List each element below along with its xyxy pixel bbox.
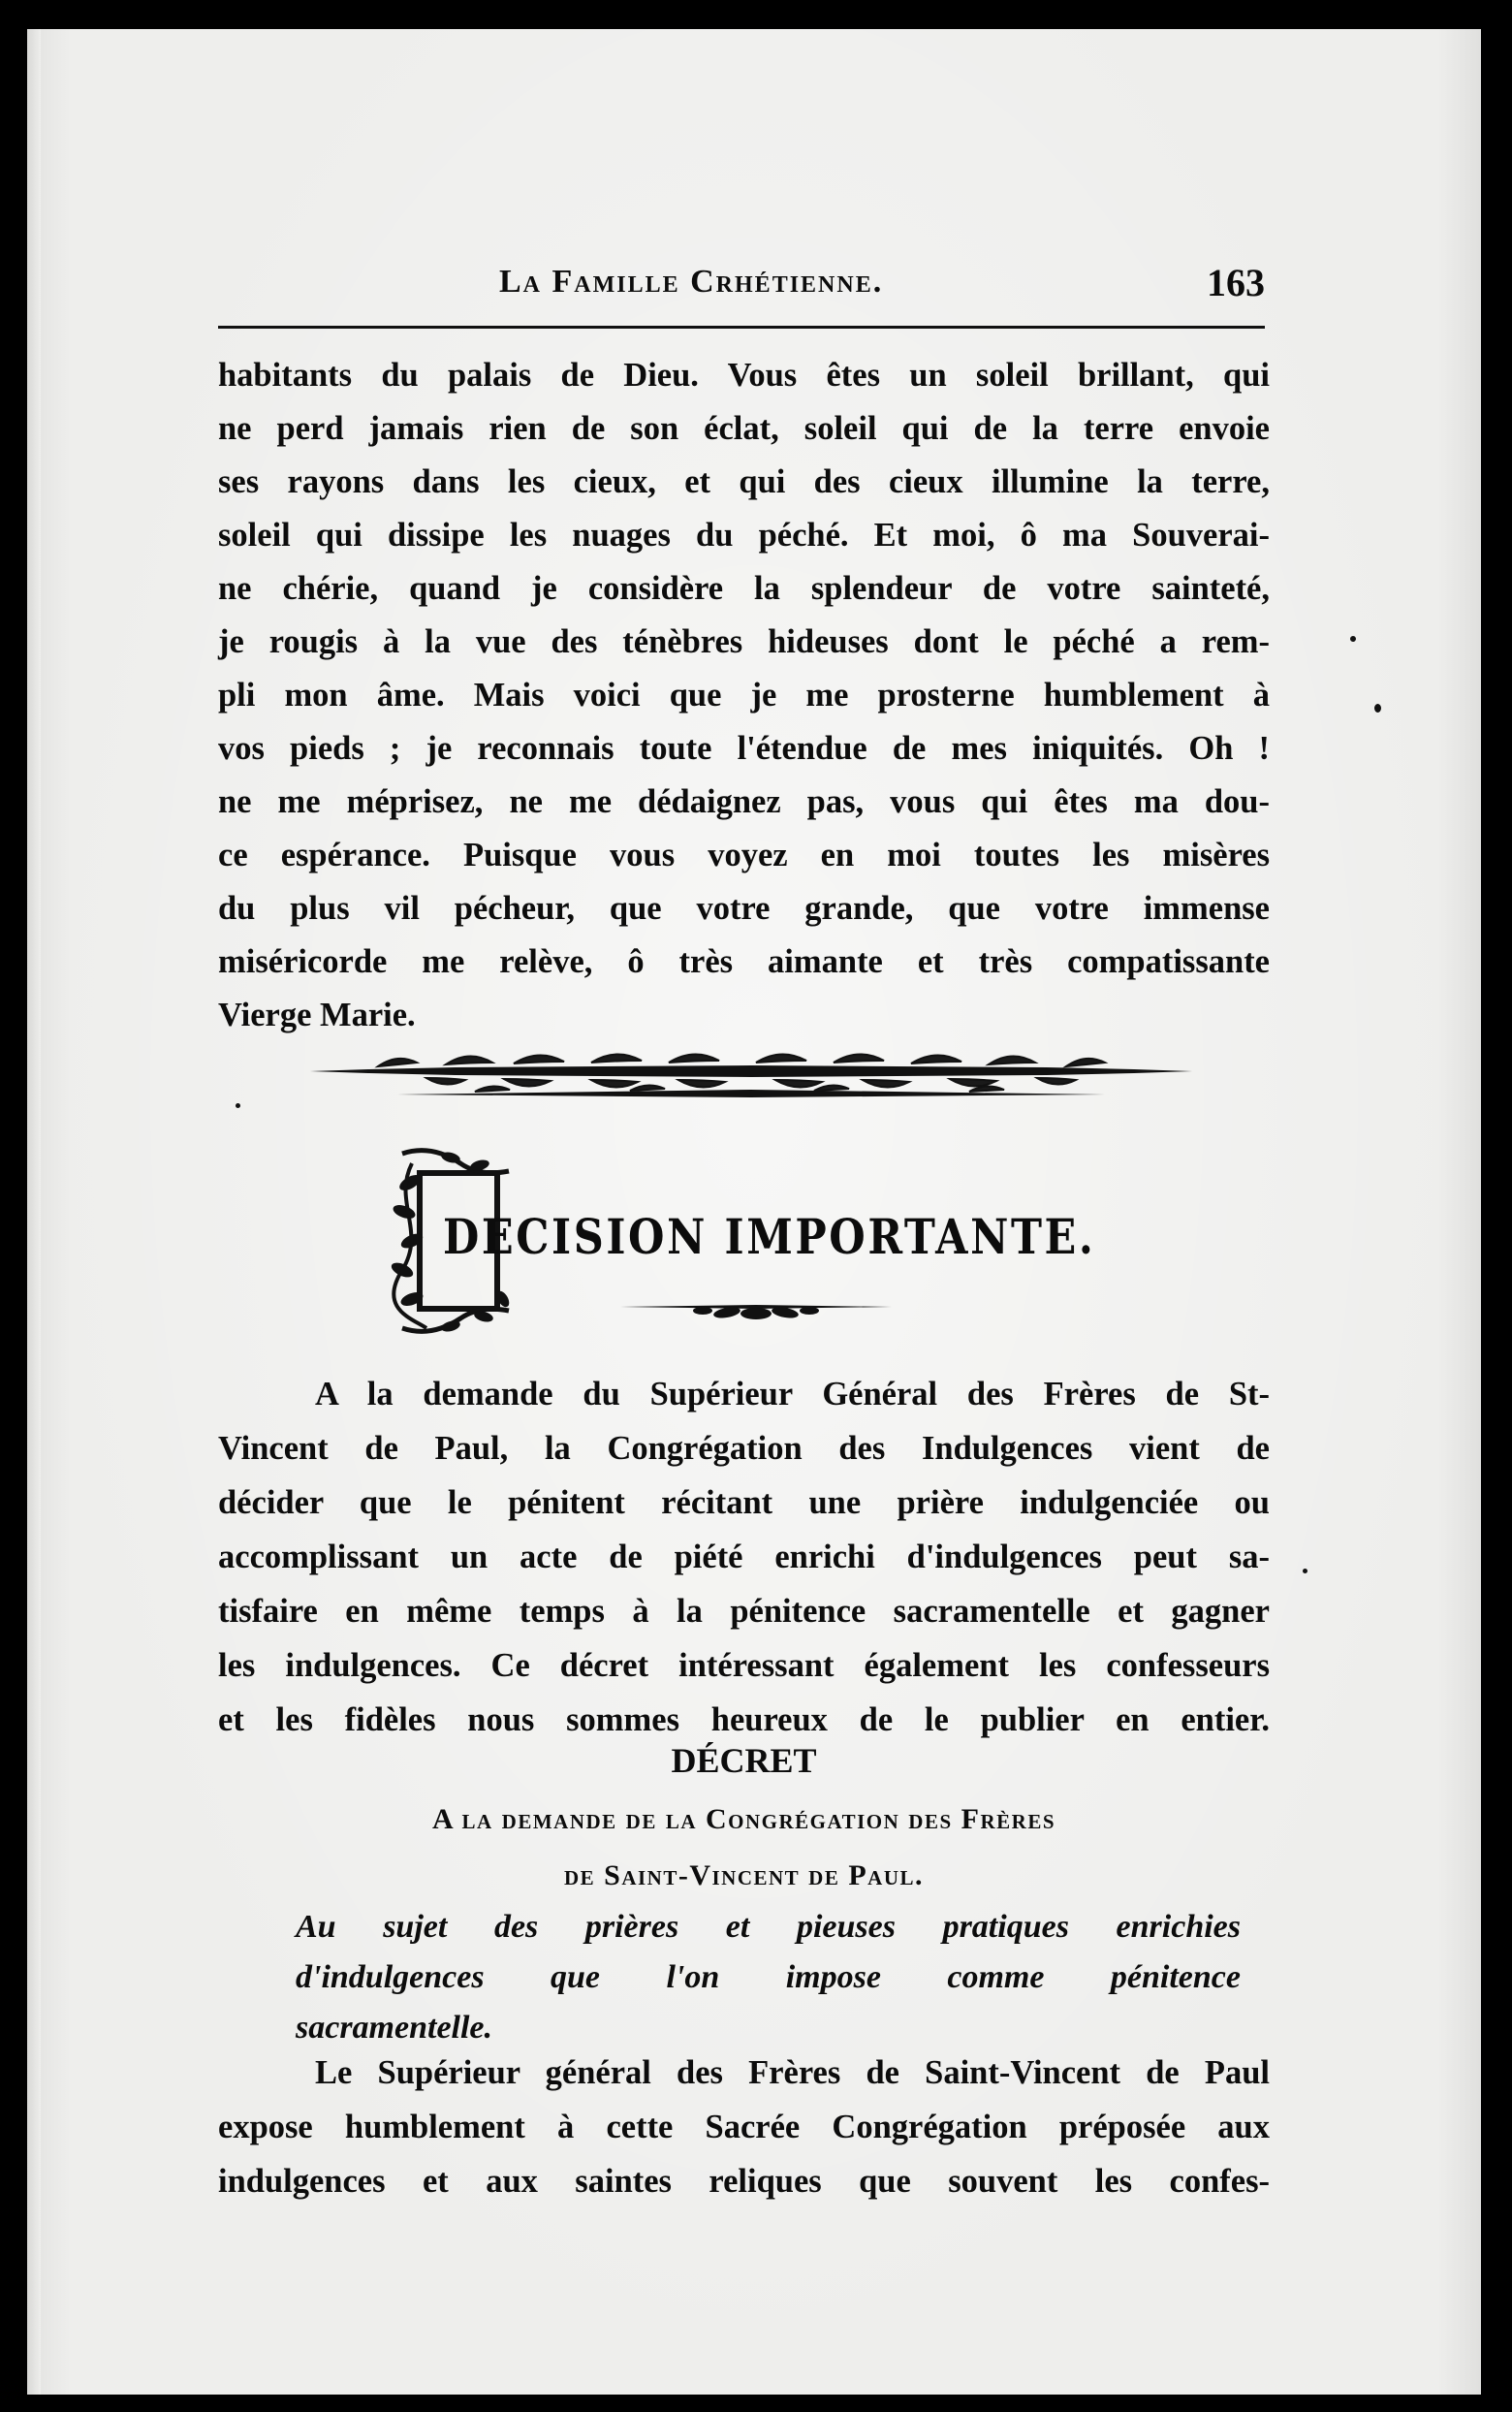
page-number: 163 xyxy=(1207,261,1265,304)
text-line: du plus vil pécheur, que votre grande, que votre immense xyxy=(218,890,1270,927)
text-line: ne me méprisez, ne me dédaignez pas, vous qui êtes ma dou- xyxy=(218,783,1270,820)
decret-subject xyxy=(296,1902,1241,2053)
text-line: et les fidèles nous sommes heureux de le publier en entier. xyxy=(218,1701,1270,1738)
text-line: ne perd jamais rien de son éclat, soleil qui de la terre envoie xyxy=(218,410,1270,447)
text-line: miséricorde me relève, ô très aimante et très compatissante xyxy=(218,943,1270,980)
decret-subtitle-line: de Saint-Vincent de Paul. xyxy=(563,1859,925,1891)
paragraph-introduction xyxy=(218,1367,1270,1747)
ink-speck xyxy=(1303,1569,1307,1573)
text-line: indulgences et aux saintes reliques que souvent les confes- xyxy=(218,2163,1270,2200)
ink-speck xyxy=(1374,704,1381,713)
text-line: sacramentelle. xyxy=(296,2010,493,2046)
small-ornament-divider xyxy=(620,1299,892,1322)
text-line: vos pieds ; je reconnais toute l'étendue de mes iniquités. Oh ! xyxy=(218,730,1270,767)
text-line: les indulgences. Ce décret intéressant également les confesseurs xyxy=(218,1647,1270,1684)
text-line: tisfaire en même temps à la pénitence sacramentelle et gagner xyxy=(218,1593,1270,1630)
text-line: habitants du palais de Dieu. Vous êtes un soleil brillant, qui xyxy=(218,357,1270,394)
text-line: Le Supérieur général des Frères de Saint-Vincent de Paul xyxy=(315,2054,1270,2091)
paragraph-decret-body xyxy=(218,2046,1270,2208)
decret-subtitle-line: A la demande de la Congrégation des Frères xyxy=(431,1803,1056,1835)
paragraph-continued-prayer xyxy=(218,349,1270,1042)
decret-title: DÉCRET xyxy=(671,1741,817,1780)
text-line: ce espérance. Puisque vous voyez en moi toutes les misères xyxy=(218,837,1270,873)
text-line: Vincent de Paul, la Congrégation des Indulgences vient de xyxy=(218,1430,1270,1467)
text-line: pli mon âme. Mais voici que je me prosterne humblement à xyxy=(218,677,1270,714)
running-title: La Famille Crhétienne. xyxy=(499,264,884,300)
text-line: accomplissant un acte de piété enrichi d'indulgences peut sa- xyxy=(218,1539,1270,1575)
text-line: expose humblement à cette Sacrée Congrégation préposée aux xyxy=(218,2109,1270,2145)
decret-subtitle xyxy=(218,1792,1270,1904)
header-rule xyxy=(218,326,1265,329)
page-edge-shadow xyxy=(27,29,41,2395)
text-line: ses rayons dans les cieux, et qui des cieux illumine la terre, xyxy=(218,463,1270,500)
ink-speck xyxy=(1350,636,1356,642)
section-title: DECISION IMPORTANTE. xyxy=(443,1208,1096,1265)
text-line: ne chérie, quand je considère la splendeur de votre sainteté, xyxy=(218,570,1270,607)
text-line: Vierge Marie. xyxy=(218,997,416,1033)
section-heading xyxy=(383,1144,1119,1348)
text-line: d'indulgences que l'on impose comme pénitence xyxy=(296,1959,1241,1995)
text-line: Au sujet des prières et pieuses pratiques enrichies xyxy=(296,1909,1241,1945)
ink-speck xyxy=(236,1103,240,1108)
text-line: décider que le pénitent récitant une prière indulgenciée ou xyxy=(218,1484,1270,1521)
text-line: je rougis à la vue des ténèbres hideuses dont le péché a rem- xyxy=(218,623,1270,660)
decorative-ornament-divider xyxy=(310,1049,1192,1107)
running-head xyxy=(218,261,1265,308)
text-line: A la demande du Supérieur Général des Frères de St- xyxy=(315,1376,1270,1412)
text-line: soleil qui dissipe les nuages du péché. Et moi, ô ma Souverai- xyxy=(218,517,1270,554)
